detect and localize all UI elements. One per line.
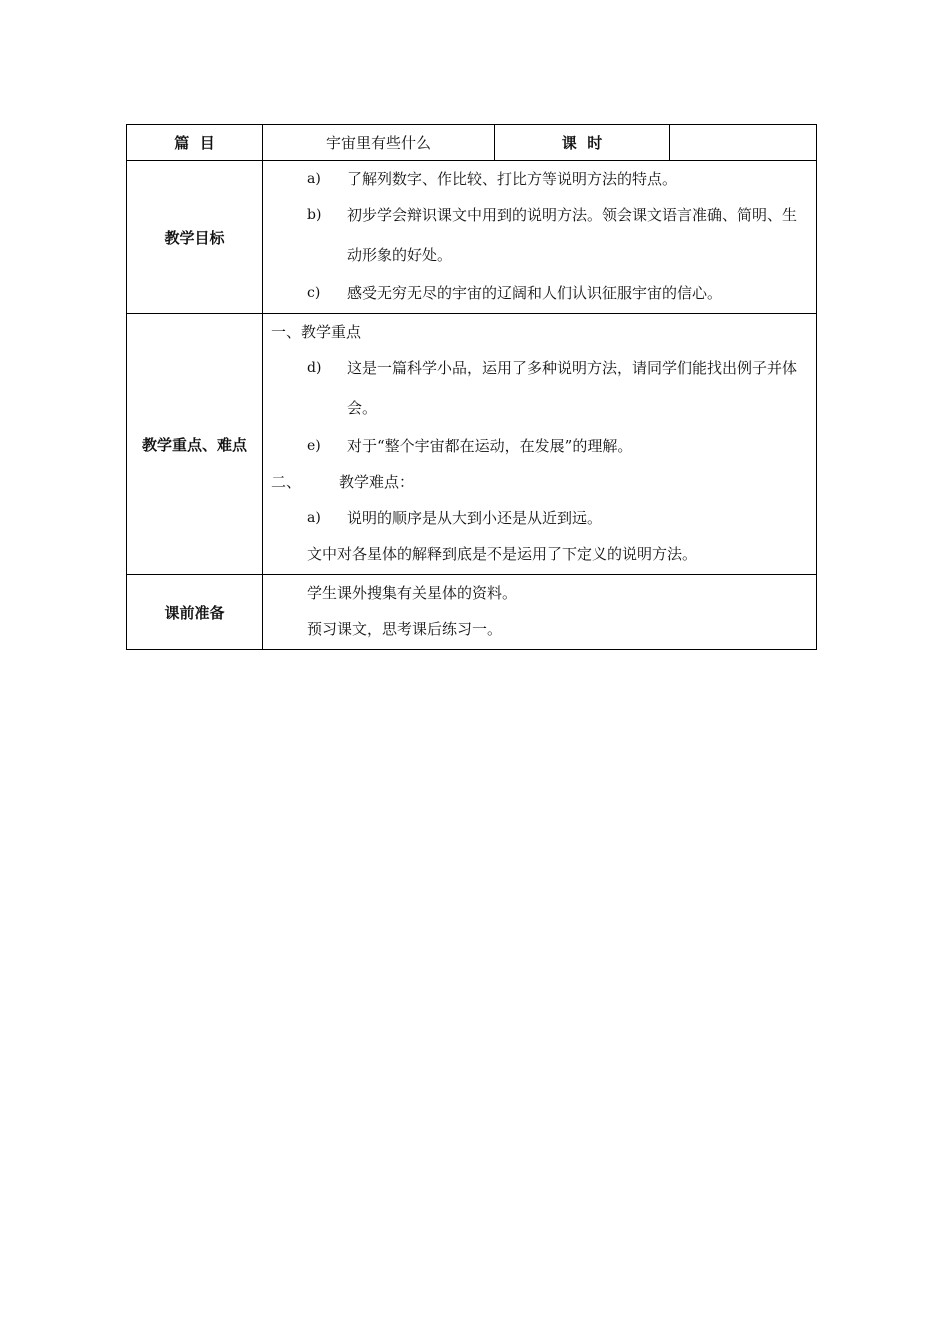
period-value — [670, 125, 817, 161]
list-item — [271, 197, 808, 275]
preparation-line: 学生课外搜集有关星体的资料。 — [307, 584, 518, 602]
focus-label: 教学重点、难点 — [127, 314, 263, 575]
item-text: 初步学会辩识课文中用到的说明方法。领会课文语言准确、简明、生动形象的好处。 — [347, 206, 798, 264]
item-marker: a) — [307, 510, 321, 526]
title-value: 宇宙里有些什么 — [263, 125, 495, 161]
period-label: 课 时 — [495, 125, 670, 161]
objectives-label: 教学目标 — [127, 161, 263, 314]
item-marker: c) — [307, 285, 321, 301]
section-heading — [271, 464, 808, 500]
list-item — [271, 500, 808, 536]
section-heading: 一、教学重点 — [271, 323, 362, 341]
item-marker: b) — [307, 207, 322, 223]
list-item — [271, 275, 808, 311]
item-text: 这是一篇科学小品，运用了多种说明方法，请同学们能找出例子并体会。 — [347, 359, 798, 417]
title-label: 篇 目 — [127, 125, 263, 161]
item-marker: a) — [307, 171, 321, 187]
preparation-row — [127, 575, 817, 650]
title-row — [127, 125, 817, 161]
objectives-content — [263, 161, 817, 314]
objectives-row — [127, 161, 817, 314]
focus-content — [263, 314, 817, 575]
preparation-label: 课前准备 — [127, 575, 263, 650]
section-marker: 二、 — [271, 473, 302, 491]
focus-row — [127, 314, 817, 575]
item-marker: e) — [307, 438, 321, 454]
preparation-line: 预习课文，思考课后练习一。 — [307, 620, 503, 638]
list-item — [271, 428, 808, 464]
item-text: 说明的顺序是从大到小还是从近到远。 — [347, 509, 603, 527]
section-heading-text: 教学难点： — [339, 473, 415, 491]
list-item — [271, 350, 808, 428]
lesson-plan-table — [126, 124, 817, 650]
item-marker: d) — [307, 360, 322, 376]
preparation-content — [263, 575, 817, 650]
item-text: 感受无穷无尽的宇宙的辽阔和人们认识征服宇宙的信心。 — [347, 284, 723, 302]
item-text: 对于“整个宇宙都在运动，在发展”的理解。 — [347, 437, 633, 455]
item-text: 了解列数字、作比较、打比方等说明方法的特点。 — [347, 170, 678, 188]
section-note: 文中对各星体的解释到底是不是运用了下定义的说明方法。 — [307, 545, 698, 563]
list-item — [271, 161, 808, 197]
